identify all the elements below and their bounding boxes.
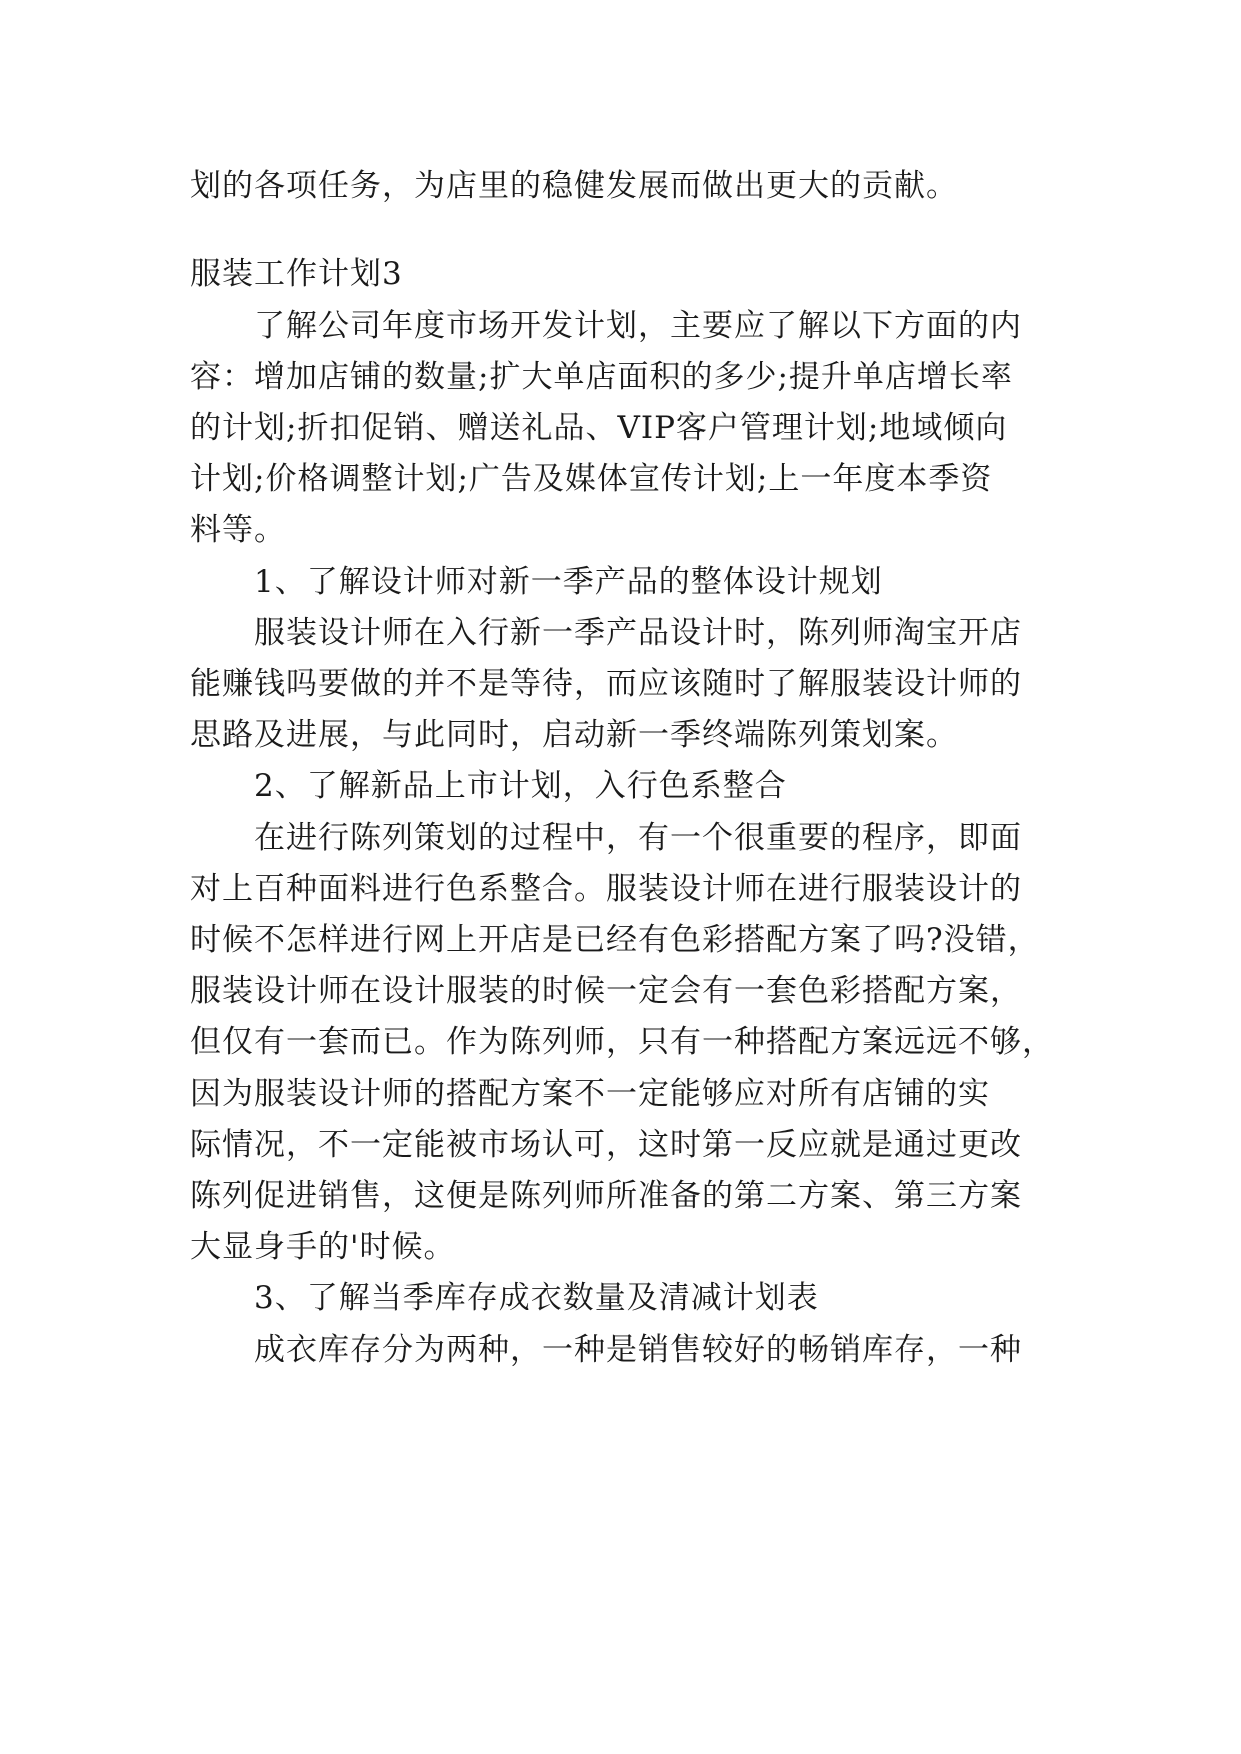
paragraph-line: 的计划;折扣促销、赠送礼品、VIP客户管理计划;地域倾向 <box>190 410 1008 446</box>
paragraph-line: 料等。 <box>190 512 286 548</box>
paragraph-line: 陈列促进销售，这便是陈列师所准备的第二方案、第三方案 <box>190 1178 1022 1214</box>
subheading: 2、了解新品上市计划，入行色系整合 <box>254 768 787 804</box>
paragraph-line: 际情况，不一定能被市场认可，这时第一反应就是通过更改 <box>190 1127 1022 1163</box>
paragraph-line: 服装设计师在设计服装的时候一定会有一套色彩搭配方案， <box>190 973 1022 1009</box>
paragraph-line: 时候不怎样进行网上开店是已经有色彩搭配方案了吗?没错， <box>190 922 1040 958</box>
paragraph-line: 了解公司年度市场开发计划，主要应了解以下方面的内 <box>254 308 1022 344</box>
paragraph-line: 思路及进展，与此同时，启动新一季终端陈列策划案。 <box>190 717 958 753</box>
paragraph-line: 在进行陈列策划的过程中，有一个很重要的程序，即面 <box>254 820 1022 856</box>
paragraph-line: 容：增加店铺的数量;扩大单店面积的多少;提升单店增长率 <box>190 359 1013 395</box>
subheading: 3、了解当季库存成衣数量及清减计划表 <box>254 1280 819 1316</box>
paragraph-line: 能赚钱吗要做的并不是等待，而应该随时了解服装设计师的 <box>190 666 1022 702</box>
paragraph-line: 计划;价格调整计划;广告及媒体宣传计划;上一年度本季资 <box>190 461 993 497</box>
section-heading: 服装工作计划3 <box>190 256 403 292</box>
paragraph-line: 对上百种面料进行色系整合。服装设计师在进行服装设计的 <box>190 871 1022 907</box>
paragraph-line: 成衣库存分为两种，一种是销售较好的畅销库存，一种 <box>254 1332 1022 1368</box>
paragraph-line: 服装设计师在入行新一季产品设计时，陈列师淘宝开店 <box>254 615 1022 651</box>
paragraph-line: 但仅有一套而已。作为陈列师，只有一种搭配方案远远不够， <box>190 1024 1054 1060</box>
subheading: 1、了解设计师对新一季产品的整体设计规划 <box>254 564 883 600</box>
paragraph-line: 划的各项任务，为店里的稳健发展而做出更大的贡献。 <box>190 168 958 204</box>
paragraph-line: 大显身手的'时候。 <box>190 1229 456 1265</box>
paragraph-line: 因为服装设计师的搭配方案不一定能够应对所有店铺的实 <box>190 1076 990 1112</box>
